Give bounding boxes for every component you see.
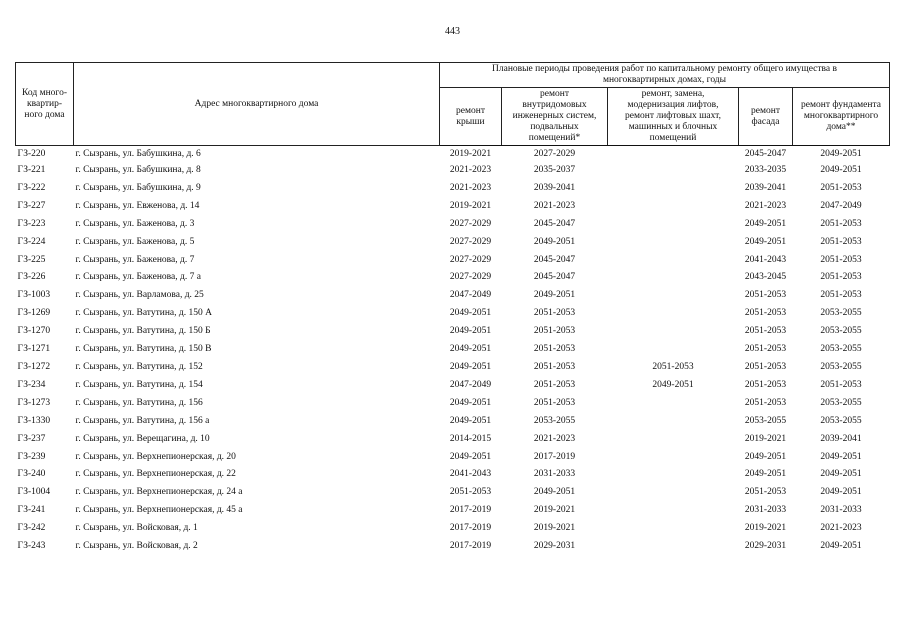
cell-foundation: 2051-2053 <box>820 236 862 247</box>
header-line: дома** <box>826 122 856 132</box>
cell-roof: 2041-2043 <box>449 469 492 480</box>
table-row <box>16 377 890 395</box>
cell-foundation: 2053-2055 <box>820 326 862 337</box>
cell-facade: 2051-2053 <box>744 397 787 408</box>
cell-address: г. Сызрань, ул. Баженова, д. 5 <box>75 236 195 247</box>
header-code <box>16 63 74 146</box>
header-line: помещений* <box>528 133 581 143</box>
cell-roof: 2027-2029 <box>449 254 492 265</box>
cell-foundation: 2053-2055 <box>820 308 862 319</box>
header-line: ного дома <box>24 109 65 120</box>
cell-facade: 2021-2023 <box>744 200 787 211</box>
cell-roof: 2049-2051 <box>449 326 492 337</box>
header-line: ремонт, замена, <box>641 89 705 99</box>
cell-code: ГЗ-223 <box>17 218 46 229</box>
cell-systems: 2017-2019 <box>533 451 576 462</box>
cell-code: ГЗ-1003 <box>17 290 51 301</box>
cell-foundation: 2051-2053 <box>820 254 862 265</box>
cell-code: ГЗ-225 <box>17 254 46 265</box>
cell-lifts <box>608 216 739 234</box>
header-line: многоквартирных домах, годы <box>602 75 727 85</box>
table-row <box>16 180 890 198</box>
header-line: подвальных <box>530 122 579 132</box>
cell-lifts <box>608 520 739 538</box>
cell-roof: 2049-2051 <box>449 451 492 462</box>
cell-lifts <box>608 466 739 484</box>
cell-lifts <box>608 484 739 502</box>
table-row <box>16 287 890 305</box>
table-row <box>16 269 890 287</box>
cell-foundation: 2049-2051 <box>820 469 862 480</box>
cell-systems: 2021-2023 <box>533 433 576 444</box>
cell-address: г. Сызрань, ул. Ватутина, д. 154 <box>75 379 203 390</box>
header-foundation <box>793 88 890 146</box>
table-body <box>16 146 890 556</box>
table-row <box>16 359 890 377</box>
cell-lifts <box>608 538 739 556</box>
cell-roof: 2049-2051 <box>449 308 492 319</box>
header-line: машинных и блочных <box>628 122 718 132</box>
cell-roof: 2017-2019 <box>449 523 492 534</box>
cell-address: г. Сызрань, ул. Бабушкина, д. 9 <box>75 182 201 193</box>
header-lifts <box>608 88 739 146</box>
cell-systems: 2021-2023 <box>533 200 576 211</box>
cell-code: ГЗ-1270 <box>17 326 51 337</box>
cell-systems: 2051-2053 <box>533 361 576 372</box>
header-line: ремонт <box>540 89 569 99</box>
cell-code: ГЗ-242 <box>17 523 46 534</box>
cell-address: г. Сызрань, ул. Баженова, д. 7 <box>75 254 195 265</box>
capital-repair-table <box>15 62 890 556</box>
table-row <box>16 449 890 467</box>
cell-systems: 2049-2051 <box>533 487 576 498</box>
header-line: помещений <box>649 133 697 143</box>
cell-roof: 2017-2019 <box>449 541 492 552</box>
cell-foundation: 2049-2051 <box>820 541 862 552</box>
header-address: Адрес многоквартирного дома <box>74 63 440 146</box>
cell-facade: 2051-2053 <box>744 344 787 355</box>
cell-facade: 2049-2051 <box>744 451 787 462</box>
cell-systems: 2051-2053 <box>533 379 576 390</box>
cell-code: ГЗ-1330 <box>17 415 51 426</box>
cell-foundation: 2049-2051 <box>820 149 862 159</box>
cell-address: г. Сызрань, ул. Верхнепионерская, д. 20 <box>75 451 236 462</box>
cell-foundation: 2021-2023 <box>820 523 862 534</box>
cell-code: ГЗ-240 <box>17 469 46 480</box>
table-row <box>16 146 890 163</box>
cell-systems: 2051-2053 <box>533 397 576 408</box>
cell-facade: 2051-2053 <box>744 487 787 498</box>
cell-address: г. Сызрань, ул. Войсковая, д. 2 <box>75 541 198 552</box>
cell-lifts <box>608 341 739 359</box>
cell-lifts <box>608 395 739 413</box>
cell-code: ГЗ-224 <box>17 236 46 247</box>
header-facade <box>739 88 793 146</box>
cell-address: г. Сызрань, ул. Баженова, д. 7 а <box>75 272 201 283</box>
cell-roof: 2047-2049 <box>449 290 492 301</box>
cell-facade: 2045-2047 <box>744 149 787 159</box>
table-row <box>16 484 890 502</box>
cell-facade: 2049-2051 <box>744 469 787 480</box>
cell-foundation: 2051-2053 <box>820 218 862 229</box>
cell-foundation: 2051-2053 <box>820 290 862 301</box>
cell-lifts <box>608 180 739 198</box>
cell-roof: 2047-2049 <box>449 379 492 390</box>
header-roof <box>440 88 502 146</box>
cell-lifts <box>608 234 739 252</box>
cell-facade: 2033-2035 <box>744 165 787 175</box>
cell-systems: 2019-2021 <box>533 505 576 516</box>
cell-foundation: 2039-2041 <box>820 433 862 444</box>
cell-code: ГЗ-227 <box>17 200 46 211</box>
cell-code: ГЗ-234 <box>17 379 46 390</box>
cell-facade: 2039-2041 <box>744 182 787 193</box>
cell-facade: 2051-2053 <box>744 290 787 301</box>
cell-facade: 2031-2033 <box>744 505 787 516</box>
header-line: Плановые периоды проведения работ по капитальному ремонту общего имущества в <box>492 64 837 74</box>
cell-roof: 2017-2019 <box>449 505 492 516</box>
header-line: фасада <box>751 116 780 127</box>
cell-lifts <box>608 287 739 305</box>
cell-lifts <box>608 269 739 287</box>
cell-code: ГЗ-1269 <box>17 308 51 319</box>
header-line: ремонт фундамента <box>801 100 881 110</box>
cell-facade: 2051-2053 <box>744 379 787 390</box>
cell-roof: 2021-2023 <box>449 165 492 175</box>
header-line: инженерных систем, <box>512 111 597 121</box>
cell-code: ГЗ-226 <box>17 272 46 283</box>
cell-roof: 2049-2051 <box>449 344 492 355</box>
cell-systems: 2029-2031 <box>533 541 576 552</box>
cell-address: г. Сызрань, ул. Ватутина, д. 156 <box>75 397 203 408</box>
cell-address: г. Сызрань, ул. Бабушкина, д. 6 <box>75 149 201 159</box>
cell-lifts <box>608 162 739 180</box>
table-row <box>16 252 890 270</box>
cell-systems: 2049-2051 <box>533 236 576 247</box>
header-line: ремонт лифтовых шахт, <box>625 111 721 121</box>
table-row <box>16 323 890 341</box>
cell-roof: 2019-2021 <box>449 200 492 211</box>
cell-roof: 2019-2021 <box>449 149 492 159</box>
cell-foundation: 2047-2049 <box>820 200 862 211</box>
table-row <box>16 431 890 449</box>
cell-lifts <box>608 502 739 520</box>
table-row <box>16 341 890 359</box>
table-row <box>16 466 890 484</box>
cell-roof: 2021-2023 <box>449 182 492 193</box>
table-row <box>16 395 890 413</box>
cell-address: г. Сызрань, ул. Баженова, д. 3 <box>75 218 195 229</box>
header-line: ремонт <box>456 105 485 116</box>
cell-code: ГЗ-221 <box>17 165 46 175</box>
cell-facade: 2053-2055 <box>744 415 787 426</box>
cell-roof: 2027-2029 <box>449 218 492 229</box>
table-row <box>16 520 890 538</box>
cell-systems: 2039-2041 <box>533 182 576 193</box>
cell-systems: 2045-2047 <box>533 254 576 265</box>
cell-address: г. Сызрань, ул. Войсковая, д. 1 <box>75 523 198 534</box>
cell-systems: 2045-2047 <box>533 272 576 283</box>
cell-facade: 2049-2051 <box>744 218 787 229</box>
header-line: квартир- <box>27 98 62 109</box>
cell-code: ГЗ-239 <box>17 451 46 462</box>
cell-systems: 2051-2053 <box>533 308 576 319</box>
cell-address: г. Сызрань, ул. Верхнепионерская, д. 24 а <box>75 487 243 498</box>
cell-systems: 2053-2055 <box>533 415 576 426</box>
cell-lifts <box>608 413 739 431</box>
cell-facade: 2049-2051 <box>744 236 787 247</box>
cell-systems: 2019-2021 <box>533 523 576 534</box>
cell-foundation: 2049-2051 <box>820 451 862 462</box>
header-line: крыши <box>456 116 485 127</box>
cell-code: ГЗ-243 <box>17 541 46 552</box>
cell-lifts <box>608 146 739 163</box>
cell-foundation: 2053-2055 <box>820 397 862 408</box>
cell-facade: 2019-2021 <box>744 523 787 534</box>
cell-lifts <box>608 252 739 270</box>
cell-facade: 2029-2031 <box>744 541 787 552</box>
table-row <box>16 216 890 234</box>
cell-facade: 2051-2053 <box>744 308 787 319</box>
header-row-top <box>16 63 890 88</box>
cell-address: г. Сызрань, ул. Варламова, д. 25 <box>75 290 204 301</box>
cell-roof: 2049-2051 <box>449 415 492 426</box>
cell-foundation: 2051-2053 <box>820 272 862 283</box>
table-row <box>16 162 890 180</box>
cell-roof: 2027-2029 <box>449 236 492 247</box>
cell-foundation: 2049-2051 <box>820 165 862 175</box>
cell-lifts <box>608 323 739 341</box>
header-line: многоквартирного <box>803 111 879 121</box>
cell-systems: 2051-2053 <box>533 344 576 355</box>
cell-facade: 2019-2021 <box>744 433 787 444</box>
table-row <box>16 413 890 431</box>
header-planned-periods <box>440 63 890 88</box>
cell-lifts: 2049-2051 <box>652 379 694 390</box>
table-row <box>16 305 890 323</box>
cell-lifts <box>608 198 739 216</box>
cell-lifts <box>608 449 739 467</box>
cell-roof: 2014-2015 <box>449 433 492 444</box>
cell-foundation: 2053-2055 <box>820 344 862 355</box>
cell-address: г. Сызрань, ул. Ватутина, д. 150 Б <box>75 326 211 337</box>
table-row <box>16 538 890 556</box>
cell-lifts <box>608 431 739 449</box>
header-line: ремонт <box>751 105 780 116</box>
table-row <box>16 198 890 216</box>
cell-facade: 2043-2045 <box>744 272 787 283</box>
cell-systems: 2035-2037 <box>533 165 576 175</box>
cell-facade: 2051-2053 <box>744 326 787 337</box>
cell-code: ГЗ-241 <box>17 505 46 516</box>
cell-systems: 2027-2029 <box>533 149 576 159</box>
cell-foundation: 2053-2055 <box>820 415 862 426</box>
cell-roof: 2049-2051 <box>449 397 492 408</box>
cell-address: г. Сызрань, ул. Ватутина, д. 152 <box>75 361 203 372</box>
page-number: 443 <box>445 26 460 37</box>
cell-address: г. Сызрань, ул. Ватутина, д. 150 В <box>75 344 212 355</box>
cell-systems: 2049-2051 <box>533 290 576 301</box>
header-line: модернизация лифтов, <box>627 100 719 110</box>
cell-code: ГЗ-222 <box>17 182 46 193</box>
cell-foundation: 2051-2053 <box>820 182 862 193</box>
cell-code: ГЗ-1271 <box>17 344 51 355</box>
cell-code: ГЗ-1273 <box>17 397 51 408</box>
cell-code: ГЗ-220 <box>17 149 46 159</box>
cell-address: г. Сызрань, ул. Верхнепионерская, д. 45 а <box>75 505 243 516</box>
cell-foundation: 2051-2053 <box>820 379 862 390</box>
cell-foundation: 2053-2055 <box>820 361 862 372</box>
cell-roof: 2051-2053 <box>449 487 492 498</box>
cell-code: ГЗ-237 <box>17 433 46 444</box>
cell-roof: 2049-2051 <box>449 361 492 372</box>
cell-systems: 2031-2033 <box>533 469 576 480</box>
header-line: внутридомовых <box>522 100 587 110</box>
cell-address: г. Сызрань, ул. Верхнепионерская, д. 22 <box>75 469 236 480</box>
cell-foundation: 2049-2051 <box>820 487 862 498</box>
cell-foundation: 2031-2033 <box>820 505 862 516</box>
cell-facade: 2041-2043 <box>744 254 787 265</box>
header-line: Код много- <box>22 87 67 98</box>
cell-address: г. Сызрань, ул. Евженова, д. 14 <box>75 200 200 211</box>
cell-code: ГЗ-1272 <box>17 361 51 372</box>
cell-address: г. Сызрань, ул. Верещагина, д. 10 <box>75 433 210 444</box>
header-systems <box>502 88 608 146</box>
cell-systems: 2045-2047 <box>533 218 576 229</box>
cell-address: г. Сызрань, ул. Бабушкина, д. 8 <box>75 165 201 175</box>
cell-systems: 2051-2053 <box>533 326 576 337</box>
cell-facade: 2051-2053 <box>744 361 787 372</box>
cell-lifts: 2051-2053 <box>652 361 694 372</box>
cell-lifts <box>608 305 739 323</box>
table-row <box>16 234 890 252</box>
cell-address: г. Сызрань, ул. Ватутина, д. 156 а <box>75 415 210 426</box>
table-row <box>16 502 890 520</box>
cell-roof: 2027-2029 <box>449 272 492 283</box>
cell-address: г. Сызрань, ул. Ватутина, д. 150 А <box>75 308 212 319</box>
cell-code: ГЗ-1004 <box>17 487 51 498</box>
